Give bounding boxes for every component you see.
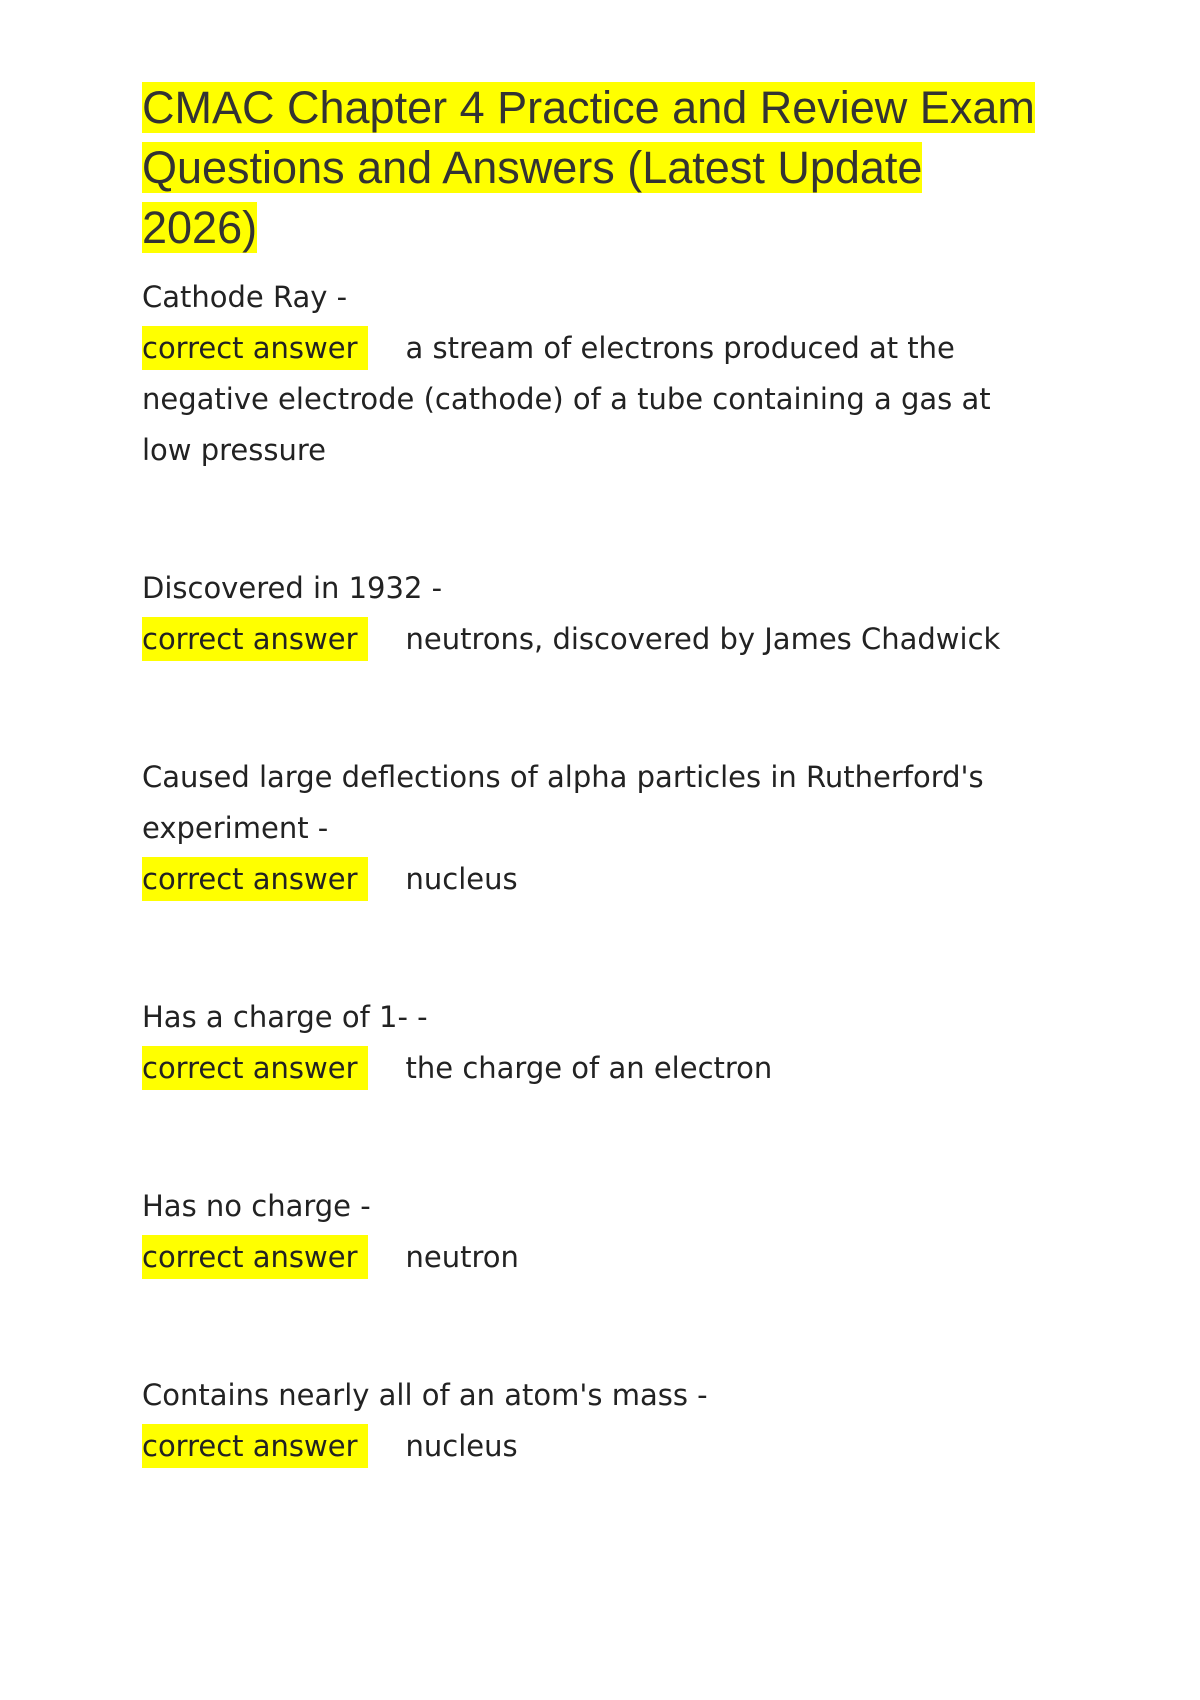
- qa-item: [142, 1181, 1042, 1283]
- qa-item: [142, 272, 1042, 476]
- answer-row: [142, 854, 1042, 905]
- answer-row: [142, 614, 1042, 665]
- answer-text: neutrons, discovered by James Chadwick: [405, 622, 1001, 656]
- correct-answer-label: correct answer: [142, 857, 368, 901]
- question-text: Has no charge -: [142, 1189, 371, 1223]
- correct-answer-label: correct answer: [142, 617, 368, 661]
- question-text: Has a charge of 1- -: [142, 1000, 428, 1034]
- correct-answer-label: correct answer: [142, 1235, 368, 1279]
- answer-text: neutron: [405, 1240, 519, 1274]
- answer-text: nucleus: [405, 1429, 518, 1463]
- question-text: Discovered in 1932 -: [142, 571, 443, 605]
- question-text: Contains nearly all of an atom's mass -: [142, 1378, 708, 1412]
- document-title-text: CMAC Chapter 4 Practice and Review Exam Questions and Answers (Latest Update 2026): [142, 82, 1035, 253]
- answer-row: [142, 1421, 1042, 1472]
- qa-item: [142, 1370, 1042, 1472]
- qa-item: [142, 992, 1042, 1094]
- answer-row: [142, 323, 1042, 476]
- correct-answer-label: correct answer: [142, 326, 368, 370]
- question-text: Caused large deflections of alpha particles in Rutherford's experiment -: [142, 760, 984, 845]
- document-title: [142, 78, 1042, 258]
- qa-item: [142, 752, 1042, 905]
- answer-row: [142, 1232, 1042, 1283]
- answer-text: the charge of an electron: [405, 1051, 773, 1085]
- answer-text: a stream of electrons produced at the negative electrode (cathode) of a tube containing a gas at low pressure: [142, 331, 991, 467]
- qa-list: [142, 272, 1042, 1472]
- answer-row: [142, 1043, 1042, 1094]
- qa-item: [142, 563, 1042, 665]
- question-text: Cathode Ray -: [142, 280, 348, 314]
- correct-answer-label: correct answer: [142, 1424, 368, 1468]
- document-content: [142, 78, 1042, 1559]
- answer-text: nucleus: [405, 862, 518, 896]
- correct-answer-label: correct answer: [142, 1046, 368, 1090]
